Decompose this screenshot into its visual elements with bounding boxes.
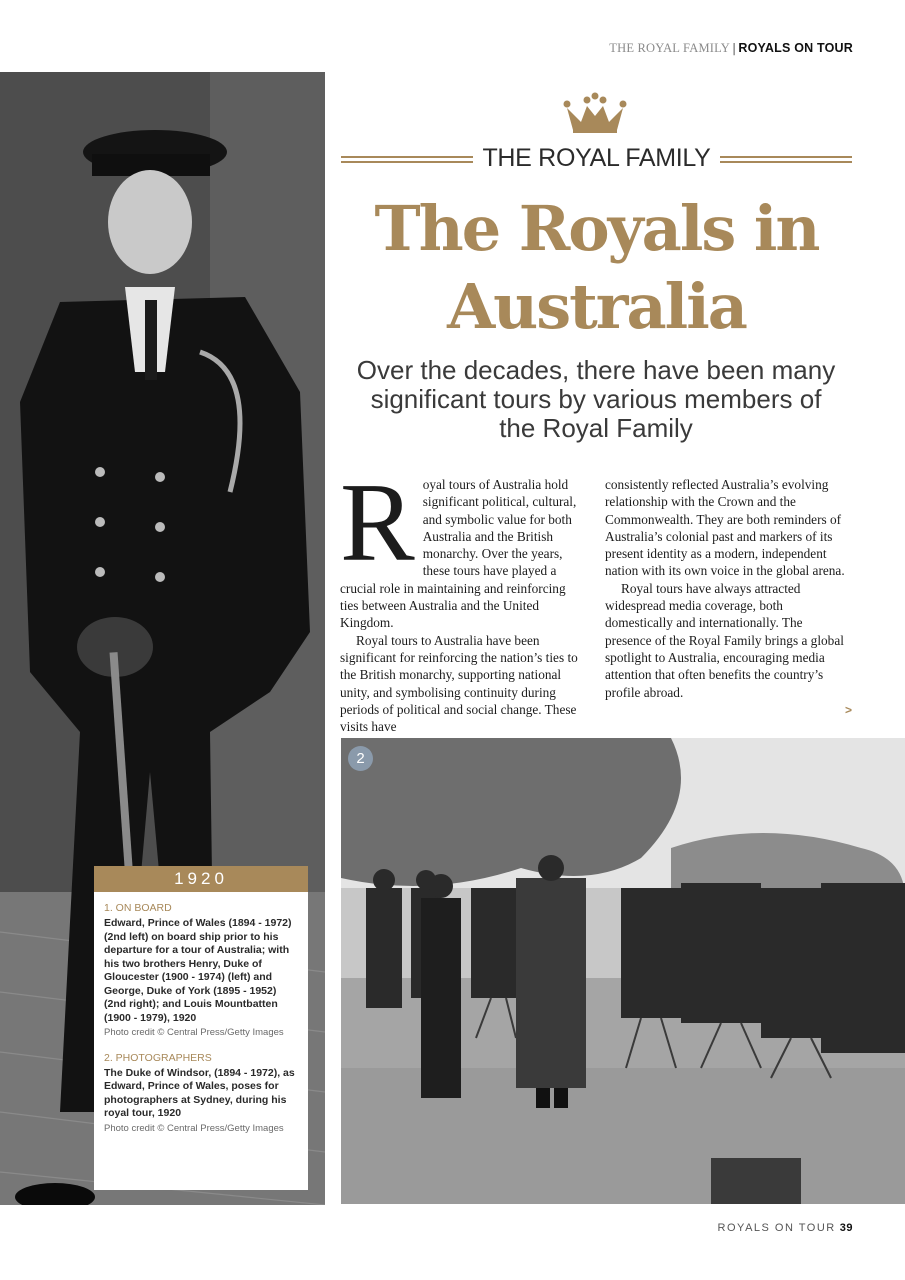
photo-number-badge: 2 bbox=[348, 746, 373, 771]
caption-heading: 2. PHOTOGRAPHERS bbox=[104, 1051, 212, 1064]
crown-icon bbox=[563, 92, 627, 134]
running-header-separator: | bbox=[731, 40, 737, 55]
kicker-row bbox=[341, 142, 852, 178]
folio-label: ROYALS ON TOUR bbox=[717, 1222, 836, 1234]
running-header-series: ROYALS ON TOUR bbox=[738, 41, 853, 55]
headline-line-1: The Royals in bbox=[374, 192, 819, 265]
continue-arrow-icon: > bbox=[845, 703, 853, 717]
caption-box bbox=[94, 866, 308, 1190]
photo-photographers bbox=[341, 738, 905, 1204]
body-paragraph-text: oyal tours of Australia hold significant political, cultural, and symbolic value for both Australia and the British monarchy. Over the years, these tours have played a crucial role in maintaining and reinforcing ties between Australia and the United Kingdom. bbox=[340, 477, 577, 631]
caption-credit: Photo credit © Central Press/Getty Images bbox=[104, 1027, 284, 1038]
caption-year: 1920 bbox=[94, 866, 308, 892]
caption-text: The Duke of Windsor, (1894 - 1972), as Edward, Prince of Wales, poses for photographers at Sydney, during his royal tour, 1920 bbox=[104, 1066, 295, 1119]
kicker: THE ROYAL FAMILY bbox=[482, 144, 711, 172]
caption-text: Edward, Prince of Wales (1894 - 1972) (2nd left) on board ship prior to his departure for a tour of Australia; with his two brothers Henry, Duke of Gloucester (1900 - 1974) (left) and George, Duke of York (1895 - 1952) (2nd right); and Louis Mountbatten (1900 - 1979), 1920 bbox=[104, 917, 292, 1024]
body-paragraph bbox=[340, 461, 585, 632]
caption-credit: Photo credit © Central Press/Getty Images bbox=[104, 1122, 284, 1134]
body-paragraph: Royal tours have always attracted widespread media coverage, both domestically and internationally. The presence of the Royal Family brings a global spotlight to Australia, encouraging media attention that often benefits the country’s profile abroad. bbox=[605, 580, 844, 700]
folio bbox=[718, 1222, 853, 1234]
standfirst: Over the decades, there have been many significant tours by various members of the Royal Family bbox=[356, 355, 836, 443]
drop-cap: R bbox=[340, 461, 415, 585]
page-title bbox=[341, 190, 852, 346]
page-number: 39 bbox=[839, 1222, 853, 1234]
headline-line-2: Australia bbox=[447, 270, 746, 343]
photo-photographers-illustration bbox=[341, 738, 905, 1204]
caption-body bbox=[94, 892, 308, 1135]
body-paragraph: Royal tours to Australia have been significant for reinforcing the nation’s ties to the British monarchy, supporting national unity, and symbolising continuity during periods of political and social change. These visits have bbox=[340, 632, 578, 735]
body-column-1 bbox=[340, 461, 585, 735]
running-header-section: THE ROYAL FAMILY bbox=[609, 41, 730, 55]
body-column-2 bbox=[605, 476, 850, 701]
caption-heading: 1. ON BOARD bbox=[104, 902, 172, 914]
body-paragraph: consistently reflected Australia’s evolving relationship with the Crown and the Commonwealth. They are both reminders of Australia’s colonial past and markers of its present identity as a modern, independent nation with its own voice in the global arena. bbox=[605, 477, 845, 579]
running-header bbox=[609, 40, 853, 56]
